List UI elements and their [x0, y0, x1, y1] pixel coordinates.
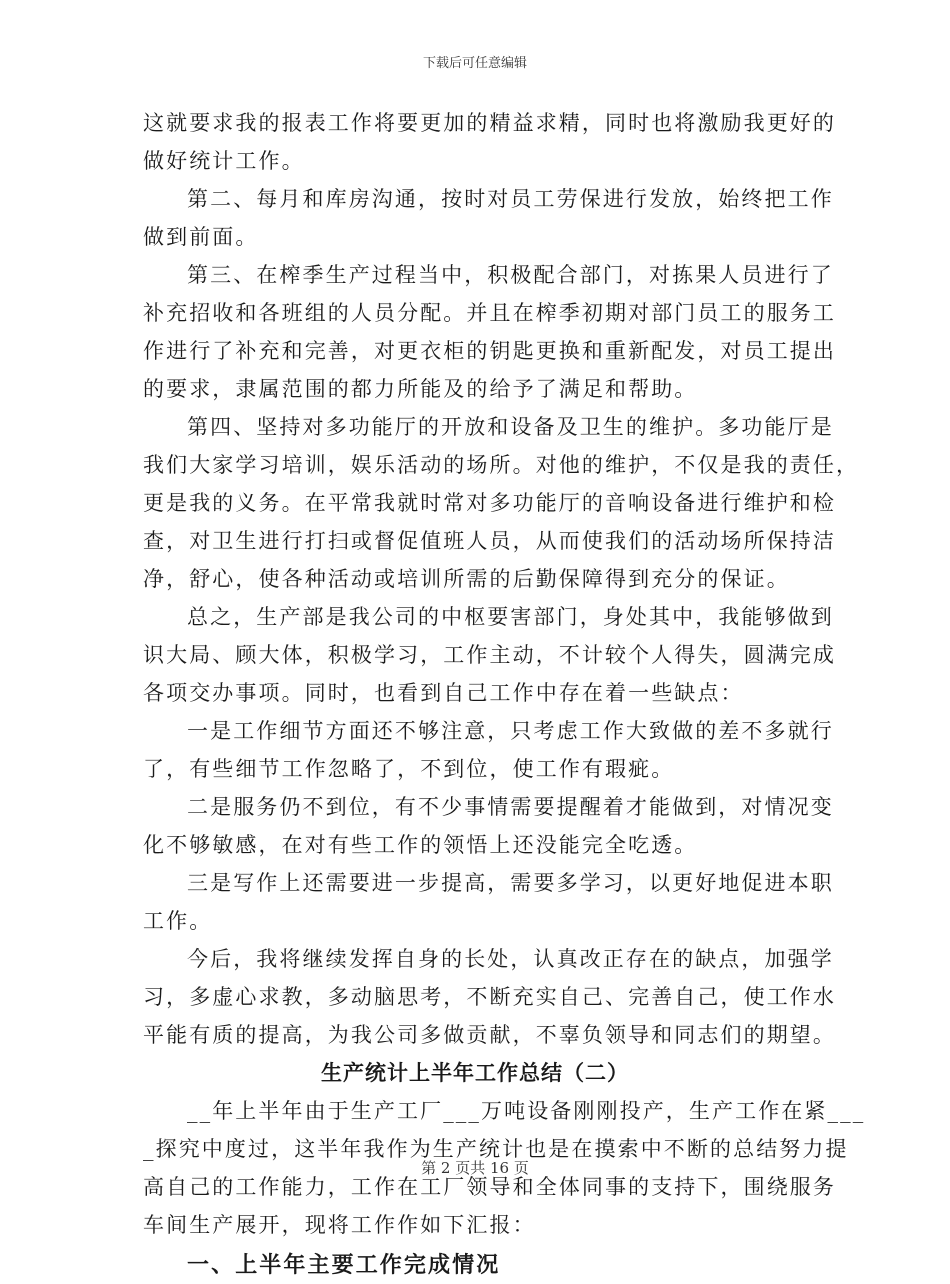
page-footer: 第 2 页共 16 页 [421, 1159, 529, 1177]
subsection-heading: 一、上半年主要工作完成情况 [187, 1252, 501, 1278]
body-line: 这就要求我的报表工作将要更加的精益求精，同时也将激励我更好的 [143, 111, 836, 135]
paragraph-start-line: 今后，我将继续发挥自身的长处，认真改正存在的缺点，加强学 [187, 947, 834, 971]
body-line: 车间生产展开，现将工作作如下汇报： [143, 1213, 536, 1237]
body-line: 高自己的工作能力，工作在工厂领导和全体同事的支持下，围绕服务 [143, 1175, 836, 1199]
body-line: 习，多虚心求教，多动脑思考，不断充实自己、完善自己，使工作水 [143, 985, 836, 1009]
body-line: 平能有质的提高，为我公司多做贡献，不辜负领导和同志们的期望。 [143, 1023, 836, 1047]
paragraph-start-line: 第三、在榨季生产过程当中，积极配合部门，对拣果人员进行了 [187, 263, 834, 287]
body-line: 工作。 [143, 909, 213, 933]
body-line: 补充招收和各班组的人员分配。并且在榨季初期对部门员工的服务工 [143, 301, 836, 325]
body-line: 了，有些细节工作忽略了，不到位，使工作有瑕疵。 [143, 757, 675, 781]
body-line: 各项交办事项。同时，也看到自己工作中存在着一些缺点： [143, 681, 744, 705]
paragraph-start-line: __年上半年由于生产工厂___万吨设备刚刚投产，生产工作在紧___ [187, 1099, 866, 1123]
paragraph-start-line: 总之，生产部是我公司的中枢要害部门，身处其中，我能够做到 [187, 605, 834, 629]
paragraph-start-line: 三是写作上还需要进一步提高，需要多学习，以更好地促进本职 [187, 871, 834, 895]
section-title: 生产统计上半年工作总结（二） [321, 1060, 629, 1085]
document-body [143, 104, 866, 1284]
body-line: 做好统计工作。 [143, 149, 305, 173]
paragraph-start-line: 第二、每月和库房沟通，按时对员工劳保进行发放，始终把工作 [187, 187, 834, 211]
paragraph-start-line: 二是服务仍不到位，有不少事情需要提醒着才能做到，对情况变 [187, 795, 834, 819]
body-line: 识大局、顾大体，积极学习，工作主动，不计较个人得失，圆满完成 [143, 643, 836, 667]
body-line: 净，舒心，使各种活动或培训所需的后勤保障得到充分的保证。 [143, 567, 790, 591]
body-line: 作进行了补充和完善，对更衣柜的钥匙更换和重新配发，对员工提出 [143, 339, 836, 363]
body-line: 更是我的义务。在平常我就时常对多功能厅的音响设备进行维护和检 [143, 491, 836, 515]
body-line: 查，对卫生进行打扫或督促值班人员，从而使我们的活动场所保持洁 [143, 529, 836, 553]
paragraph-start-line: 第四、坚持对多功能厅的开放和设备及卫生的维护。多功能厅是 [187, 415, 834, 439]
page-header: 下载后可任意编辑 [422, 56, 527, 71]
body-line: 的要求，隶属范围的都力所能及的给予了满足和帮助。 [143, 377, 698, 401]
body-line: 化不够敏感，在对有些工作的领悟上还没能完全吃透。 [143, 833, 698, 857]
body-line: 做到前面。 [143, 225, 259, 249]
paragraph-start-line: 一是工作细节方面还不够注意，只考虑工作大致做的差不多就行 [187, 719, 834, 743]
body-line: 我们大家学习培训，娱乐活动的场所。对他的维护，不仅是我的责任， [143, 453, 860, 477]
body-line: _探究中度过，这半年我作为生产统计也是在摸索中不断的总结努力提 [143, 1137, 849, 1161]
